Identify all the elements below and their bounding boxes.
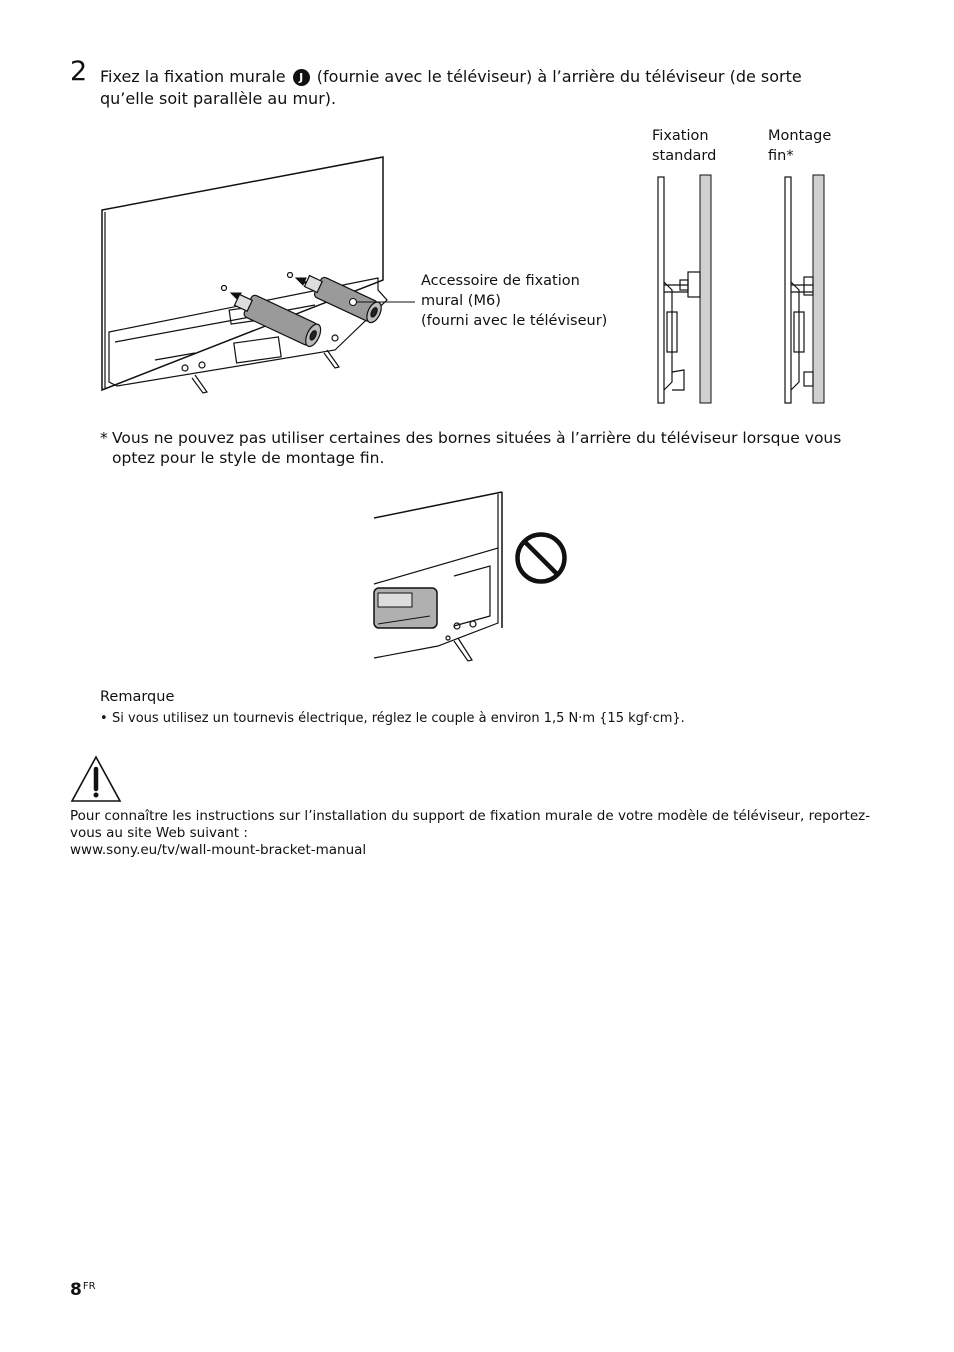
footnote-marker: * — [100, 429, 108, 447]
page-number — [70, 1280, 96, 1300]
remark-item-text: Si vous utilisez un tournevis électrique, réglez le couple à environ 1,5 N·m {15 kgf·cm}. — [112, 711, 685, 726]
accessory-callout-line2: mural (M6) — [421, 293, 501, 309]
remark-item — [100, 710, 880, 728]
footnote-text: Vous ne pouvez pas utiliser certaines des bornes situées à l’arrière du téléviseur lorsque vous optez pour le style de montage fin. — [112, 429, 842, 467]
accessory-callout — [421, 271, 607, 331]
warning-icon — [70, 755, 122, 803]
standard-mount-label — [652, 126, 716, 166]
tv-rear-illustration — [95, 150, 425, 400]
accessory-callout-line3: (fourni avec le téléviseur) — [421, 313, 608, 329]
info-url[interactable]: www.sony.eu/tv/wall-mount-bracket-manual — [70, 842, 367, 858]
slim-mount-label — [768, 126, 831, 166]
slim-mount-label-line1: Montage — [768, 128, 832, 144]
part-j-badge: J — [293, 69, 310, 86]
remark-bullet: • — [100, 711, 108, 726]
info-line2: vous au site Web suivant : — [70, 825, 248, 841]
slim-mount-label-line2: fin* — [768, 148, 794, 164]
page-number-value: 8 — [70, 1280, 82, 1300]
wall-bracket-info — [70, 808, 880, 859]
step-text-after: (fournie avec le téléviseur) à l’arrière du téléviseur (de sorte qu’elle soit parallèle au mur). — [100, 67, 802, 108]
page-language: FR — [82, 1281, 96, 1292]
slim-mount-footnote — [100, 428, 870, 468]
step-number: 2 — [70, 56, 88, 87]
step-text-before: Fixez la fixation murale — [100, 67, 286, 86]
step-instruction — [100, 66, 860, 110]
prohibited-icon — [514, 531, 568, 585]
slim-mount-side-view — [776, 172, 836, 407]
accessory-callout-line1: Accessoire de fixation — [421, 273, 580, 289]
standard-mount-side-view — [650, 172, 720, 407]
remark-title: Remarque — [100, 689, 175, 705]
standard-mount-label-line1: Fixation — [652, 128, 709, 144]
info-line1: Pour connaître les instructions sur l’installation du support de fixation murale de votre modèle de téléviseur, reportez- — [70, 808, 871, 824]
standard-mount-label-line2: standard — [652, 148, 717, 164]
